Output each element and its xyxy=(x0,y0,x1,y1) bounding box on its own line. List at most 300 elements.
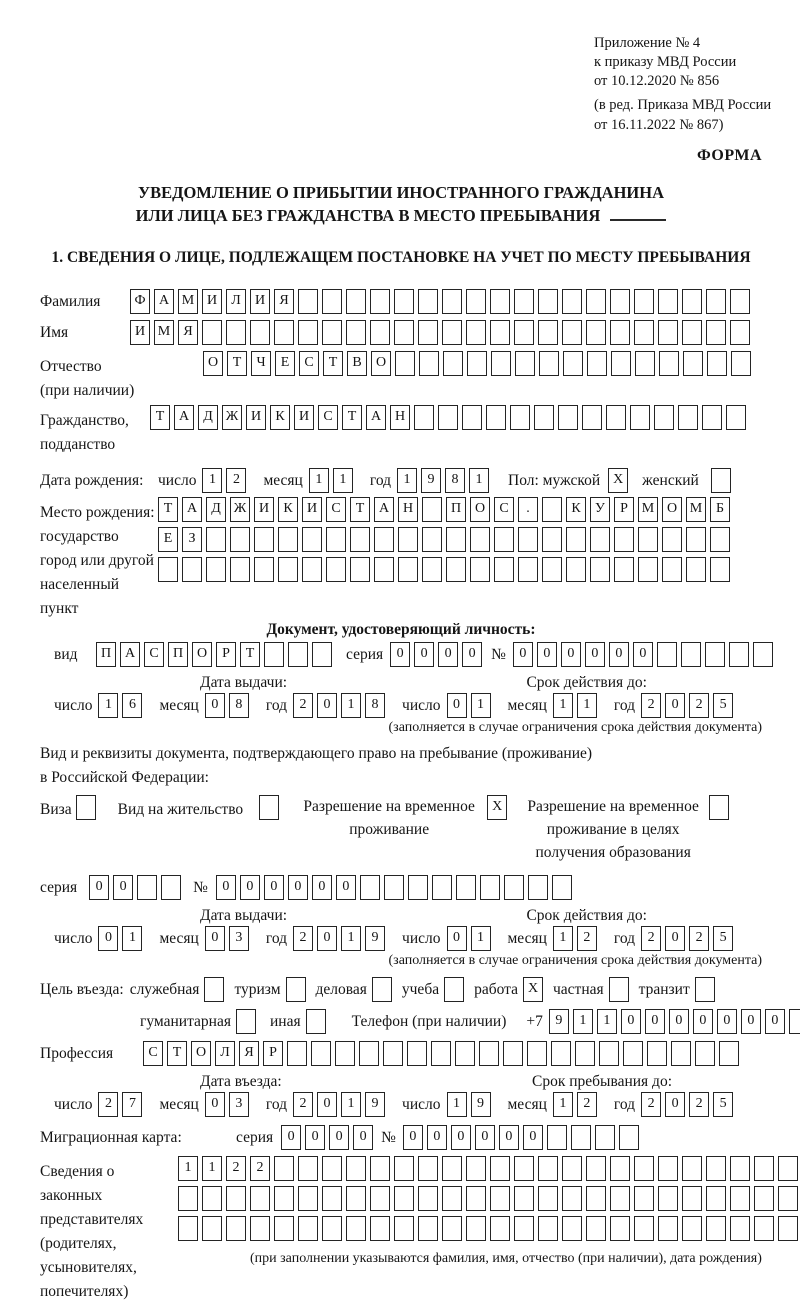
char-box[interactable] xyxy=(274,1216,294,1241)
char-box[interactable]: С xyxy=(318,405,338,430)
char-box[interactable]: 0 xyxy=(499,1125,519,1150)
char-box[interactable] xyxy=(250,320,270,345)
char-box[interactable] xyxy=(778,1156,798,1181)
char-box[interactable]: Д xyxy=(206,497,226,522)
char-box[interactable] xyxy=(586,1156,606,1181)
char-box[interactable] xyxy=(711,468,731,493)
char-box[interactable] xyxy=(274,1186,294,1211)
char-box[interactable] xyxy=(264,642,284,667)
char-box[interactable] xyxy=(202,1216,222,1241)
char-box[interactable] xyxy=(322,1156,342,1181)
char-box[interactable] xyxy=(446,527,466,552)
char-box[interactable] xyxy=(726,405,746,430)
char-box[interactable] xyxy=(563,351,583,376)
char-box[interactable] xyxy=(518,527,538,552)
char-box[interactable] xyxy=(444,977,464,1002)
char-box[interactable] xyxy=(326,527,346,552)
char-box[interactable]: 0 xyxy=(403,1125,423,1150)
char-box[interactable] xyxy=(542,497,562,522)
char-box[interactable]: 1 xyxy=(597,1009,617,1034)
char-box[interactable]: О xyxy=(662,497,682,522)
char-box[interactable] xyxy=(360,875,380,900)
char-box[interactable] xyxy=(547,1125,567,1150)
char-box[interactable]: Н xyxy=(390,405,410,430)
char-box[interactable] xyxy=(514,1216,534,1241)
char-box[interactable] xyxy=(346,1216,366,1241)
char-box[interactable] xyxy=(695,1041,715,1066)
char-box[interactable]: 0 xyxy=(537,642,557,667)
char-box[interactable]: 7 xyxy=(122,1092,142,1117)
char-box[interactable]: 0 xyxy=(427,1125,447,1150)
char-box[interactable] xyxy=(566,527,586,552)
char-box[interactable] xyxy=(178,1216,198,1241)
char-box[interactable]: А xyxy=(154,289,174,314)
char-box[interactable]: 1 xyxy=(341,693,361,718)
char-box[interactable]: 0 xyxy=(633,642,653,667)
char-box[interactable] xyxy=(586,289,606,314)
char-box[interactable] xyxy=(202,1186,222,1211)
char-box[interactable] xyxy=(312,642,332,667)
char-box[interactable] xyxy=(562,320,582,345)
char-box[interactable]: А xyxy=(182,497,202,522)
char-box[interactable]: 1 xyxy=(341,1092,361,1117)
char-box[interactable] xyxy=(610,1216,630,1241)
char-box[interactable] xyxy=(254,557,274,582)
char-box[interactable] xyxy=(527,1041,547,1066)
char-box[interactable] xyxy=(432,875,452,900)
char-box[interactable] xyxy=(491,351,511,376)
char-box[interactable] xyxy=(137,875,157,900)
char-box[interactable] xyxy=(395,351,415,376)
char-box[interactable] xyxy=(707,351,727,376)
char-box[interactable]: К xyxy=(278,497,298,522)
char-box[interactable] xyxy=(414,405,434,430)
char-box[interactable]: И xyxy=(130,320,150,345)
char-box[interactable] xyxy=(571,1125,591,1150)
char-box[interactable] xyxy=(422,497,442,522)
char-box[interactable]: 1 xyxy=(98,693,118,718)
char-box[interactable] xyxy=(562,1216,582,1241)
char-box[interactable] xyxy=(682,1186,702,1211)
char-box[interactable] xyxy=(623,1041,643,1066)
char-box[interactable]: 3 xyxy=(229,1092,249,1117)
char-box[interactable]: 0 xyxy=(317,1092,337,1117)
char-box[interactable]: 2 xyxy=(577,1092,597,1117)
char-box[interactable]: 2 xyxy=(293,1092,313,1117)
char-box[interactable] xyxy=(538,1156,558,1181)
char-box[interactable] xyxy=(226,1186,246,1211)
char-box[interactable] xyxy=(619,1125,639,1150)
char-box[interactable]: 0 xyxy=(447,693,467,718)
char-box[interactable]: 0 xyxy=(523,1125,543,1150)
char-box[interactable] xyxy=(754,1216,774,1241)
char-box[interactable] xyxy=(370,320,390,345)
char-box[interactable] xyxy=(586,1186,606,1211)
char-box[interactable] xyxy=(278,527,298,552)
char-box[interactable] xyxy=(538,1186,558,1211)
char-box[interactable] xyxy=(710,527,730,552)
char-box[interactable]: М xyxy=(154,320,174,345)
char-box[interactable]: Р xyxy=(216,642,236,667)
char-box[interactable]: 2 xyxy=(577,926,597,951)
char-box[interactable] xyxy=(678,405,698,430)
char-box[interactable] xyxy=(287,1041,307,1066)
char-box[interactable] xyxy=(538,289,558,314)
char-box[interactable]: 9 xyxy=(365,1092,385,1117)
char-box[interactable] xyxy=(490,1186,510,1211)
char-box[interactable] xyxy=(671,1041,691,1066)
char-box[interactable] xyxy=(230,527,250,552)
char-box[interactable]: 0 xyxy=(312,875,332,900)
char-box[interactable] xyxy=(647,1041,667,1066)
char-box[interactable] xyxy=(322,320,342,345)
char-box[interactable]: А xyxy=(174,405,194,430)
char-box[interactable] xyxy=(681,642,701,667)
char-box[interactable] xyxy=(394,1186,414,1211)
char-box[interactable] xyxy=(419,351,439,376)
char-box[interactable]: П xyxy=(446,497,466,522)
char-box[interactable] xyxy=(586,320,606,345)
char-box[interactable] xyxy=(490,1216,510,1241)
char-box[interactable] xyxy=(350,527,370,552)
char-box[interactable]: 0 xyxy=(561,642,581,667)
char-box[interactable]: И xyxy=(254,497,274,522)
char-box[interactable]: 0 xyxy=(438,642,458,667)
char-box[interactable] xyxy=(288,642,308,667)
char-box[interactable]: О xyxy=(203,351,223,376)
char-box[interactable]: 5 xyxy=(713,926,733,951)
char-box[interactable]: С xyxy=(143,1041,163,1066)
char-box[interactable] xyxy=(322,1186,342,1211)
char-box[interactable]: 0 xyxy=(89,875,109,900)
char-box[interactable] xyxy=(528,875,548,900)
char-box[interactable] xyxy=(706,320,726,345)
char-box[interactable] xyxy=(446,557,466,582)
char-box[interactable] xyxy=(278,557,298,582)
char-box[interactable] xyxy=(466,1186,486,1211)
char-box[interactable] xyxy=(634,1186,654,1211)
char-box[interactable] xyxy=(539,351,559,376)
char-box[interactable] xyxy=(178,1186,198,1211)
char-box[interactable] xyxy=(418,1216,438,1241)
char-box[interactable] xyxy=(706,1186,726,1211)
char-box[interactable] xyxy=(226,1216,246,1241)
char-box[interactable] xyxy=(298,1156,318,1181)
char-box[interactable]: 1 xyxy=(573,1009,593,1034)
char-box[interactable]: 9 xyxy=(365,926,385,951)
char-box[interactable]: О xyxy=(470,497,490,522)
char-box[interactable] xyxy=(658,1156,678,1181)
char-box[interactable] xyxy=(682,320,702,345)
char-box[interactable]: 8 xyxy=(365,693,385,718)
char-box[interactable] xyxy=(230,557,250,582)
char-box[interactable] xyxy=(514,320,534,345)
char-box[interactable] xyxy=(682,1156,702,1181)
char-box[interactable] xyxy=(298,1186,318,1211)
char-box[interactable] xyxy=(480,875,500,900)
char-box[interactable] xyxy=(686,557,706,582)
char-box[interactable] xyxy=(705,642,725,667)
char-box[interactable] xyxy=(479,1041,499,1066)
char-box[interactable] xyxy=(370,1216,390,1241)
char-box[interactable] xyxy=(346,1186,366,1211)
char-box[interactable] xyxy=(374,557,394,582)
char-box[interactable]: 1 xyxy=(397,468,417,493)
char-box[interactable]: 9 xyxy=(421,468,441,493)
char-box[interactable] xyxy=(534,405,554,430)
char-box[interactable] xyxy=(558,405,578,430)
char-box[interactable]: 2 xyxy=(226,1156,246,1181)
char-box[interactable]: Я xyxy=(274,289,294,314)
char-box[interactable] xyxy=(514,1186,534,1211)
char-box[interactable]: 1 xyxy=(202,468,222,493)
char-box[interactable]: П xyxy=(96,642,116,667)
char-box[interactable]: 1 xyxy=(447,1092,467,1117)
char-box[interactable] xyxy=(76,795,96,820)
char-box[interactable]: О xyxy=(192,642,212,667)
char-box[interactable]: 2 xyxy=(293,693,313,718)
char-box[interactable] xyxy=(635,351,655,376)
char-box[interactable] xyxy=(431,1041,451,1066)
char-box[interactable] xyxy=(657,642,677,667)
char-box[interactable]: З xyxy=(182,527,202,552)
char-box[interactable]: У xyxy=(590,497,610,522)
char-box[interactable]: 0 xyxy=(414,642,434,667)
char-box[interactable]: 0 xyxy=(447,926,467,951)
char-box[interactable] xyxy=(730,1156,750,1181)
char-box[interactable]: 0 xyxy=(693,1009,713,1034)
char-box[interactable]: 1 xyxy=(122,926,142,951)
char-box[interactable] xyxy=(658,1186,678,1211)
char-box[interactable] xyxy=(372,977,392,1002)
char-box[interactable]: Е xyxy=(275,351,295,376)
char-box[interactable]: 0 xyxy=(113,875,133,900)
char-box[interactable]: Р xyxy=(614,497,634,522)
char-box[interactable] xyxy=(686,527,706,552)
char-box[interactable] xyxy=(490,1156,510,1181)
char-box[interactable]: С xyxy=(326,497,346,522)
char-box[interactable]: Т xyxy=(240,642,260,667)
char-box[interactable]: 0 xyxy=(390,642,410,667)
char-box[interactable]: 0 xyxy=(264,875,284,900)
char-box[interactable]: 2 xyxy=(641,1092,661,1117)
char-box[interactable]: 0 xyxy=(765,1009,785,1034)
char-box[interactable]: 0 xyxy=(205,1092,225,1117)
char-box[interactable]: . xyxy=(518,497,538,522)
char-box[interactable] xyxy=(398,527,418,552)
char-box[interactable]: 0 xyxy=(336,875,356,900)
char-box[interactable]: И xyxy=(250,289,270,314)
char-box[interactable] xyxy=(206,527,226,552)
char-box[interactable] xyxy=(599,1041,619,1066)
char-box[interactable]: 1 xyxy=(471,926,491,951)
char-box[interactable]: 2 xyxy=(689,1092,709,1117)
char-box[interactable] xyxy=(514,1156,534,1181)
char-box[interactable] xyxy=(562,1156,582,1181)
char-box[interactable]: 0 xyxy=(665,926,685,951)
char-box[interactable]: 2 xyxy=(250,1156,270,1181)
char-box[interactable]: 2 xyxy=(641,693,661,718)
char-box[interactable] xyxy=(442,289,462,314)
char-box[interactable]: 0 xyxy=(645,1009,665,1034)
char-box[interactable]: 3 xyxy=(229,926,249,951)
char-box[interactable]: И xyxy=(202,289,222,314)
char-box[interactable]: 0 xyxy=(305,1125,325,1150)
char-box[interactable]: Р xyxy=(263,1041,283,1066)
char-box[interactable] xyxy=(611,351,631,376)
char-box[interactable] xyxy=(161,875,181,900)
char-box[interactable] xyxy=(730,1216,750,1241)
char-box[interactable] xyxy=(206,557,226,582)
char-box[interactable] xyxy=(610,1186,630,1211)
char-box[interactable]: И xyxy=(302,497,322,522)
char-box[interactable] xyxy=(590,527,610,552)
char-box[interactable] xyxy=(682,1216,702,1241)
char-box[interactable] xyxy=(490,289,510,314)
char-box[interactable] xyxy=(422,527,442,552)
char-box[interactable]: О xyxy=(191,1041,211,1066)
char-box[interactable]: 0 xyxy=(98,926,118,951)
char-box[interactable]: Л xyxy=(215,1041,235,1066)
char-box[interactable] xyxy=(346,289,366,314)
char-box[interactable]: А xyxy=(120,642,140,667)
char-box[interactable] xyxy=(552,875,572,900)
char-box[interactable] xyxy=(731,351,751,376)
char-box[interactable] xyxy=(515,351,535,376)
char-box[interactable] xyxy=(606,405,626,430)
char-box[interactable] xyxy=(695,977,715,1002)
char-box[interactable]: Т xyxy=(350,497,370,522)
char-box[interactable] xyxy=(683,351,703,376)
char-box[interactable] xyxy=(467,351,487,376)
char-box[interactable]: А xyxy=(374,497,394,522)
char-box[interactable] xyxy=(298,1216,318,1241)
char-box[interactable]: Б xyxy=(710,497,730,522)
char-box[interactable] xyxy=(634,320,654,345)
char-box[interactable] xyxy=(394,1216,414,1241)
char-box[interactable] xyxy=(443,351,463,376)
char-box[interactable] xyxy=(466,289,486,314)
char-box[interactable] xyxy=(418,1156,438,1181)
char-box[interactable] xyxy=(418,289,438,314)
char-box[interactable]: М xyxy=(638,497,658,522)
char-box[interactable]: Т xyxy=(342,405,362,430)
char-box[interactable] xyxy=(226,320,246,345)
char-box[interactable] xyxy=(298,320,318,345)
char-box[interactable] xyxy=(254,527,274,552)
char-box[interactable] xyxy=(504,875,524,900)
char-box[interactable]: М xyxy=(178,289,198,314)
char-box[interactable] xyxy=(418,1186,438,1211)
char-box[interactable]: Ч xyxy=(251,351,271,376)
char-box[interactable]: Т xyxy=(158,497,178,522)
char-box[interactable] xyxy=(719,1041,739,1066)
char-box[interactable] xyxy=(575,1041,595,1066)
char-box[interactable] xyxy=(582,405,602,430)
char-box[interactable]: 9 xyxy=(549,1009,569,1034)
char-box[interactable] xyxy=(730,1186,750,1211)
char-box[interactable] xyxy=(408,875,428,900)
char-box[interactable] xyxy=(518,557,538,582)
char-box[interactable]: 2 xyxy=(98,1092,118,1117)
char-box[interactable] xyxy=(710,557,730,582)
char-box[interactable]: Н xyxy=(398,497,418,522)
char-box[interactable] xyxy=(302,557,322,582)
char-box[interactable] xyxy=(562,1186,582,1211)
char-box[interactable]: В xyxy=(347,351,367,376)
char-box[interactable] xyxy=(702,405,722,430)
char-box[interactable] xyxy=(789,1009,800,1034)
char-box[interactable] xyxy=(610,1156,630,1181)
char-box[interactable]: 0 xyxy=(317,693,337,718)
char-box[interactable]: С xyxy=(494,497,514,522)
char-box[interactable] xyxy=(326,557,346,582)
char-box[interactable]: Т xyxy=(167,1041,187,1066)
char-box[interactable] xyxy=(407,1041,427,1066)
char-box[interactable] xyxy=(438,405,458,430)
char-box[interactable]: К xyxy=(566,497,586,522)
char-box[interactable]: 0 xyxy=(513,642,533,667)
char-box[interactable]: X xyxy=(523,977,543,1002)
char-box[interactable] xyxy=(778,1216,798,1241)
char-box[interactable] xyxy=(658,1216,678,1241)
char-box[interactable] xyxy=(709,795,729,820)
char-box[interactable] xyxy=(286,977,306,1002)
char-box[interactable]: 0 xyxy=(621,1009,641,1034)
char-box[interactable] xyxy=(306,1009,326,1034)
char-box[interactable]: 1 xyxy=(471,693,491,718)
char-box[interactable]: 8 xyxy=(229,693,249,718)
char-box[interactable] xyxy=(456,875,476,900)
char-box[interactable]: 2 xyxy=(293,926,313,951)
char-box[interactable]: 0 xyxy=(205,693,225,718)
char-box[interactable] xyxy=(359,1041,379,1066)
char-box[interactable] xyxy=(442,1186,462,1211)
char-box[interactable]: 1 xyxy=(309,468,329,493)
char-box[interactable]: С xyxy=(144,642,164,667)
char-box[interactable] xyxy=(630,405,650,430)
char-box[interactable] xyxy=(384,875,404,900)
char-box[interactable] xyxy=(659,351,679,376)
char-box[interactable] xyxy=(638,557,658,582)
char-box[interactable] xyxy=(250,1216,270,1241)
char-box[interactable] xyxy=(562,289,582,314)
char-box[interactable]: 0 xyxy=(609,642,629,667)
char-box[interactable] xyxy=(202,320,222,345)
char-box[interactable]: 2 xyxy=(689,926,709,951)
char-box[interactable]: Т xyxy=(227,351,247,376)
char-box[interactable]: И xyxy=(294,405,314,430)
char-box[interactable]: X xyxy=(608,468,628,493)
char-box[interactable] xyxy=(302,527,322,552)
char-box[interactable]: Т xyxy=(150,405,170,430)
char-box[interactable] xyxy=(706,1156,726,1181)
char-box[interactable] xyxy=(350,557,370,582)
char-box[interactable] xyxy=(538,1216,558,1241)
char-box[interactable]: X xyxy=(487,795,507,820)
char-box[interactable]: 1 xyxy=(202,1156,222,1181)
char-box[interactable] xyxy=(383,1041,403,1066)
char-box[interactable]: 0 xyxy=(288,875,308,900)
char-box[interactable] xyxy=(614,527,634,552)
char-box[interactable] xyxy=(590,557,610,582)
char-box[interactable] xyxy=(510,405,530,430)
char-box[interactable]: О xyxy=(371,351,391,376)
char-box[interactable] xyxy=(250,1186,270,1211)
char-box[interactable] xyxy=(753,642,773,667)
char-box[interactable]: 0 xyxy=(717,1009,737,1034)
char-box[interactable]: 1 xyxy=(178,1156,198,1181)
